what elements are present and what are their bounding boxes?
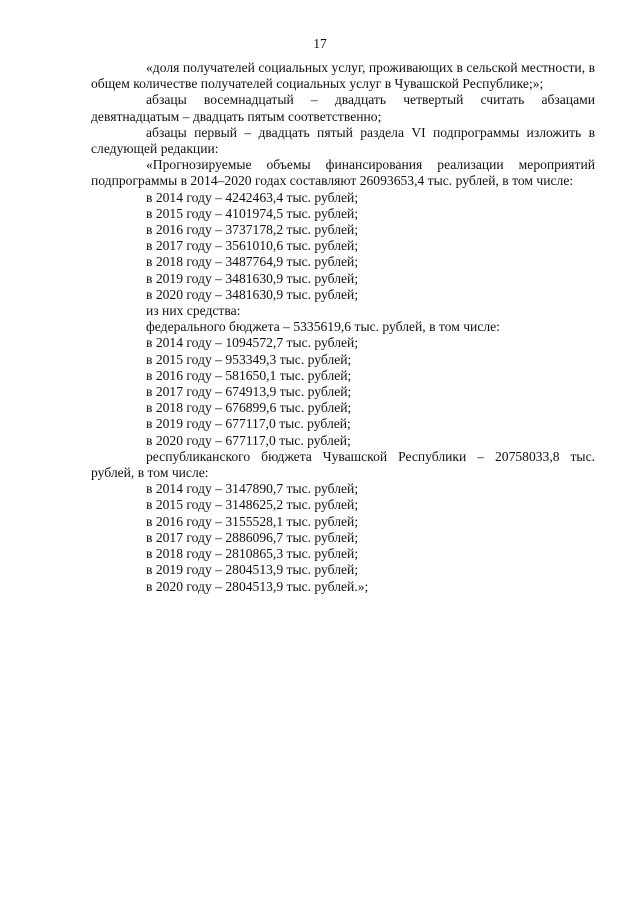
paragraph-section-vi-new-wording: абзацы первый – двадцать пятый раздела VI подпрограммы изложить в следующей редакции: (91, 124, 595, 157)
republican-budget-header: республиканского бюджета Чувашской Республики – 20758033,8 тыс. рублей, в том числе: (91, 448, 595, 481)
list-item: в 2017 году – 2886096,7 тыс. рублей; (146, 529, 359, 545)
list-item: в 2017 году – 674913,9 тыс. рублей; (146, 384, 352, 400)
republican-by-year-list (91, 481, 595, 594)
list-item: в 2015 году – 3148625,2 тыс. рублей; (146, 497, 359, 513)
list-item: в 2014 году – 3147890,7 тыс. рублей; (146, 481, 359, 497)
list-item: в 2017 году – 3561010,6 тыс. рублей; (146, 238, 359, 254)
list-item: в 2019 году – 3481630,9 тыс. рублей; (146, 270, 359, 286)
document-body (91, 60, 595, 595)
list-item: в 2015 году – 4101974,5 тыс. рублей; (146, 205, 359, 221)
paragraph-renumber-clauses: абзацы восемнадцатый – двадцать четвертый считать абзацами девятнадцатым – двадцать пятым соответственно; (91, 92, 595, 124)
of-which-label: из них средства: (146, 303, 241, 319)
list-item: в 2020 году – 677117,0 тыс. рублей; (146, 432, 351, 448)
paragraph-share-rural-recipients: «доля получателей социальных услуг, проживающих в сельской местности, в общем количестве получателей социальных услуг в Чувашской Республике;»; (91, 60, 595, 92)
list-item: в 2020 году – 3481630,9 тыс. рублей; (146, 286, 359, 302)
list-item: в 2016 году – 581650,1 тыс. рублей; (146, 367, 352, 383)
list-item: в 2015 году – 953349,3 тыс. рублей; (146, 351, 352, 367)
list-item: в 2019 году – 2804513,9 тыс. рублей; (146, 562, 359, 578)
list-item: в 2019 году – 677117,0 тыс. рублей; (146, 416, 351, 432)
page-number: 17 (313, 36, 327, 51)
list-item: в 2014 году – 4242463,4 тыс. рублей; (146, 189, 359, 205)
paragraph-forecast-financing: «Прогнозируемые объемы финансирования реализации мероприятий подпрограммы в 2014–2020 годах составляют 26093653,4 тыс. рублей, в том числе: (91, 157, 595, 189)
list-item: в 2018 году – 2810865,3 тыс. рублей; (146, 546, 359, 562)
list-item: в 2016 году – 3737178,2 тыс. рублей; (146, 222, 359, 238)
federal-budget-header: федерального бюджета – 5335619,6 тыс. рублей, в том числе: (146, 319, 500, 335)
total-by-year-list (91, 190, 595, 303)
federal-by-year-list (91, 335, 595, 448)
list-item: в 2014 году – 1094572,7 тыс. рублей; (146, 335, 359, 351)
list-item: в 2016 году – 3155528,1 тыс. рублей; (146, 513, 359, 529)
list-item: в 2018 году – 676899,6 тыс. рублей; (146, 400, 352, 416)
list-item: в 2020 году – 2804513,9 тыс. рублей.»; (146, 578, 369, 594)
list-item: в 2018 году – 3487764,9 тыс. рублей; (146, 254, 359, 270)
